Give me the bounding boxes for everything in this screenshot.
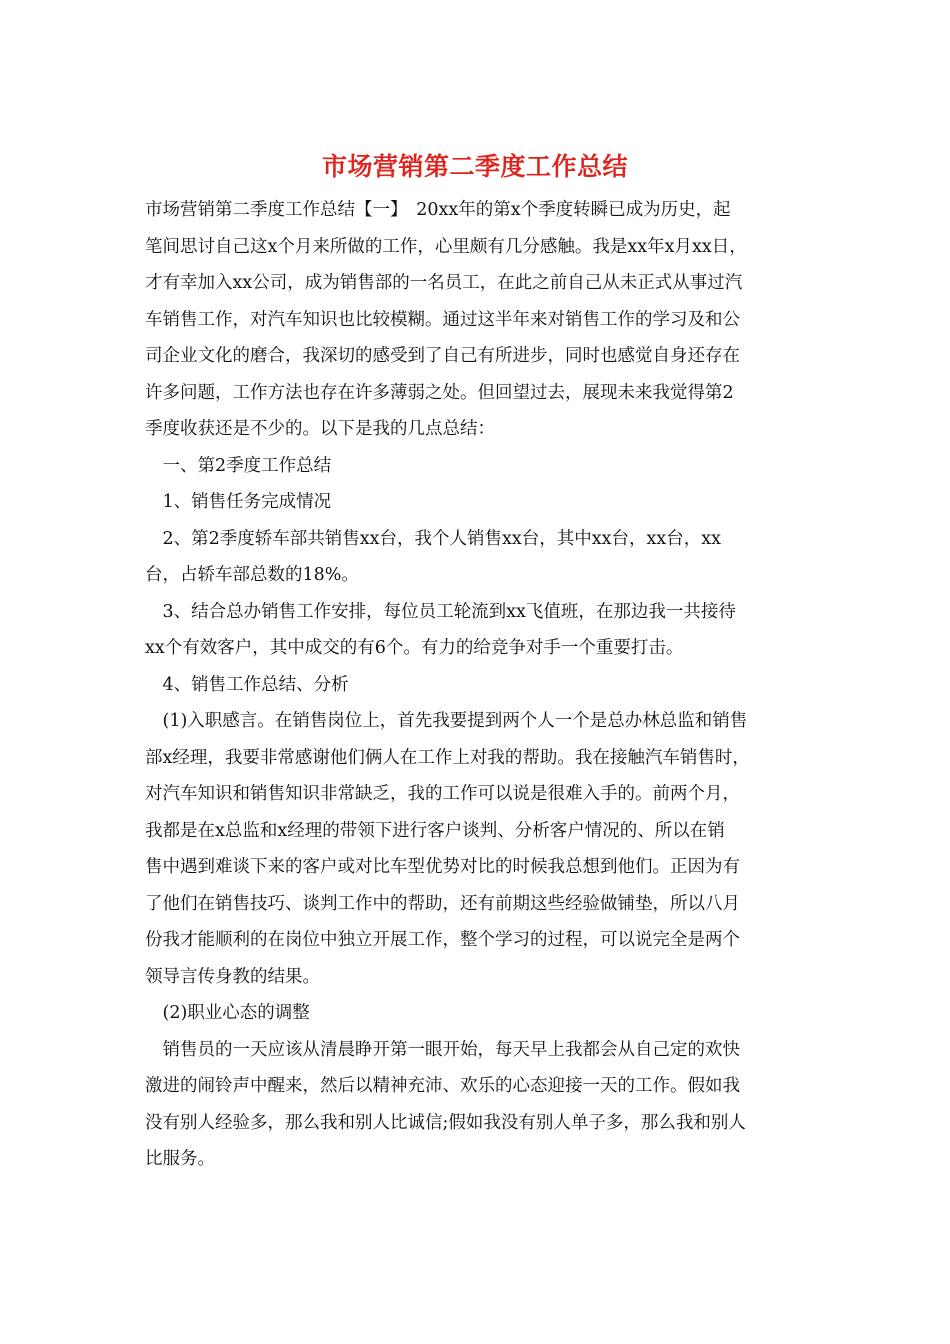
text-line: 许多问题，工作方法也存在许多薄弱之处。但回望过去，展现未来我觉得第2 <box>145 382 734 403</box>
text-line: 才有幸加入xx公司，成为销售部的一名员工，在此之前自己从未正式从事过汽 <box>145 273 743 293</box>
text-line: 销售员的一天应该从清晨睁开第一眼开始，每天早上我都会从自己定的欢快 <box>145 1039 740 1060</box>
text-line: 季度收获还是不少的。以下是我的几点总结： <box>145 419 495 439</box>
text-line: 3、结合总办销售工作安排，每位员工轮流到xx飞值班，在那边我一共接待 <box>145 601 736 622</box>
text-line: 我都是在x总监和x经理的带领下进行客户谈判、分析客户情况的、所以在销 <box>145 820 725 841</box>
document-title: 市场营销第二季度工作总结 <box>321 152 628 181</box>
text-line: 售中遇到难谈下来的客户或对比车型优势对比的时候我总想到他们。正因为有 <box>145 857 740 877</box>
text-line: 份我才能顺利的在岗位中独立开展工作，整个学习的过程，可以说完全是两个 <box>145 930 740 950</box>
text-line: 部x经理，我要非常感谢他们俩人在工作上对我的帮助。我在接触汽车销售时， <box>145 747 750 768</box>
text-line: (1)入职感言。在销售岗位上，首先我要提到两个人一个是总办林总监和销售 <box>145 711 748 731</box>
section-heading: 一、第2季度工作总结 <box>145 455 332 476</box>
text-line: 没有别人经验多，那么我和别人比诚信;假如我没有别人单子多，那么我和别人 <box>145 1112 746 1133</box>
text-line: 对汽车知识和销售知识非常缺乏，我的工作可以说是很难入手的。前两个月， <box>145 784 740 804</box>
text-line: 车销售工作，对汽车知识也比较模糊。通过这半年来对销售工作的学习及和公 <box>145 309 740 330</box>
text-line: 台，占轿车部总数的18%。 <box>145 565 359 585</box>
text-line: 领导言传身教的结果。 <box>145 966 320 987</box>
sub-heading: 4、销售工作总结、分析 <box>145 674 349 695</box>
text-line: 笔间思讨自己这x个月来所做的工作，心里颇有几分感触。我是xx年x月xx日， <box>145 236 747 257</box>
text-line: xx个有效客户，其中成交的有6个。有力的给竞争对手一个重要打击。 <box>145 638 684 658</box>
sub-heading: 1、销售任务完成情况 <box>145 492 332 512</box>
document-body <box>145 192 813 1178</box>
text-line: 比服务。 <box>145 1149 215 1169</box>
sub-heading: (2)职业心态的调整 <box>145 1003 310 1023</box>
text-line: 2、第2季度轿车部共销售xx台，我个人销售xx台，其中xx台，xx台，xx <box>145 528 721 549</box>
text-line: 司企业文化的磨合，我深切的感受到了自己有所进步，同时也感觉自身还存在 <box>145 346 740 366</box>
text-line: 市场营销第二季度工作总结【一】 20xx年的第x个季度转瞬已成为历史，起 <box>145 200 731 220</box>
text-line: 了他们在销售技巧、谈判工作中的帮助，还有前期这些经验做铺垫，所以八月 <box>145 893 740 914</box>
text-line: 激进的闹铃声中醒来，然后以精神充沛、欢乐的心态迎接一天的工作。假如我 <box>145 1076 740 1096</box>
